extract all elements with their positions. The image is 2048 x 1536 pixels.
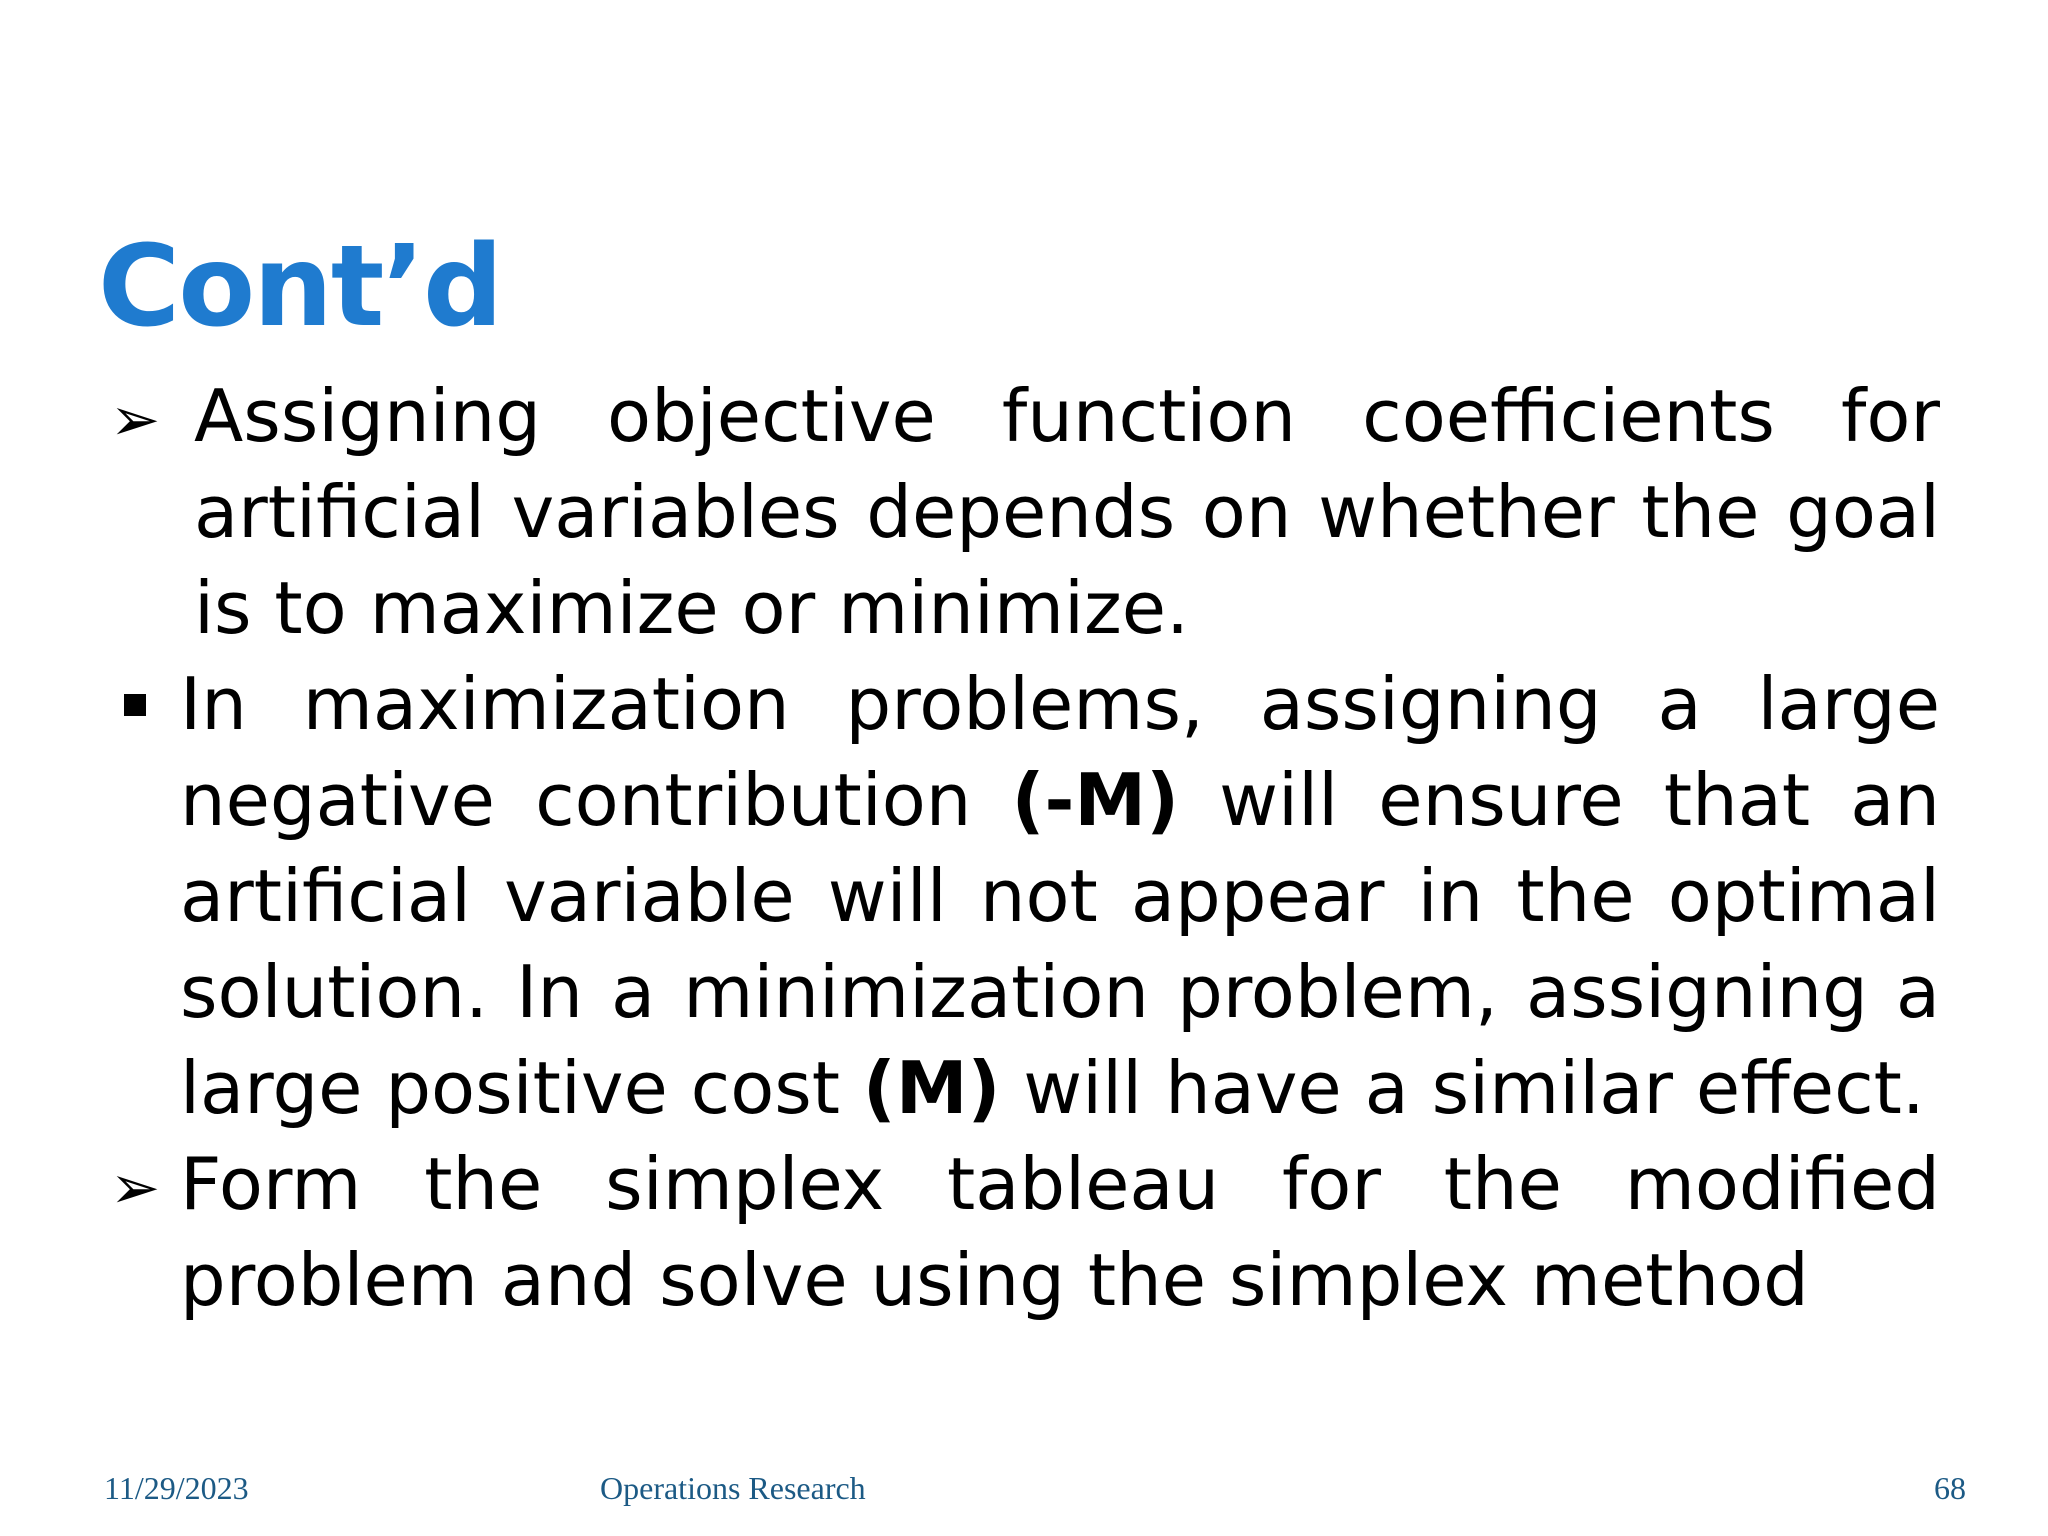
bullet-emphasis: (-M) [1011,758,1179,842]
footer-date: 11/29/2023 [104,1470,249,1506]
arrow-bullet-icon: ➢ [110,385,161,455]
bullet-item-1 [110,368,1940,656]
bullet-item-2 [110,656,1940,1136]
square-bullet-icon [124,694,146,716]
footer-title: Operations Research [600,1470,866,1506]
bullet-list [110,368,1940,1328]
footer-page-number: 68 [1934,1470,1966,1506]
bullet-text-part: will ensure that an artificial variable will not appear in the optimal solution. In a minimization problem, assigning a large positive cost [180,758,1940,1130]
bullet-text: Form the simplex tableau for the modified problem and solve using the simplex method [180,1142,1940,1322]
arrow-bullet-icon: ➢ [110,1153,161,1223]
slide-title: Cont’d [98,222,502,352]
bullet-emphasis: (M) [862,1046,1001,1130]
bullet-text-part: will have a similar effect. [1000,1046,1925,1130]
bullet-text: Assigning objective function coefficients for artificial variables depends on whether the goal is to maximize or minimize. [194,374,1940,650]
bullet-item-3 [110,1136,1940,1328]
bullet-text-part: In maximization problems, assigning a large negative contribution [180,662,1940,842]
